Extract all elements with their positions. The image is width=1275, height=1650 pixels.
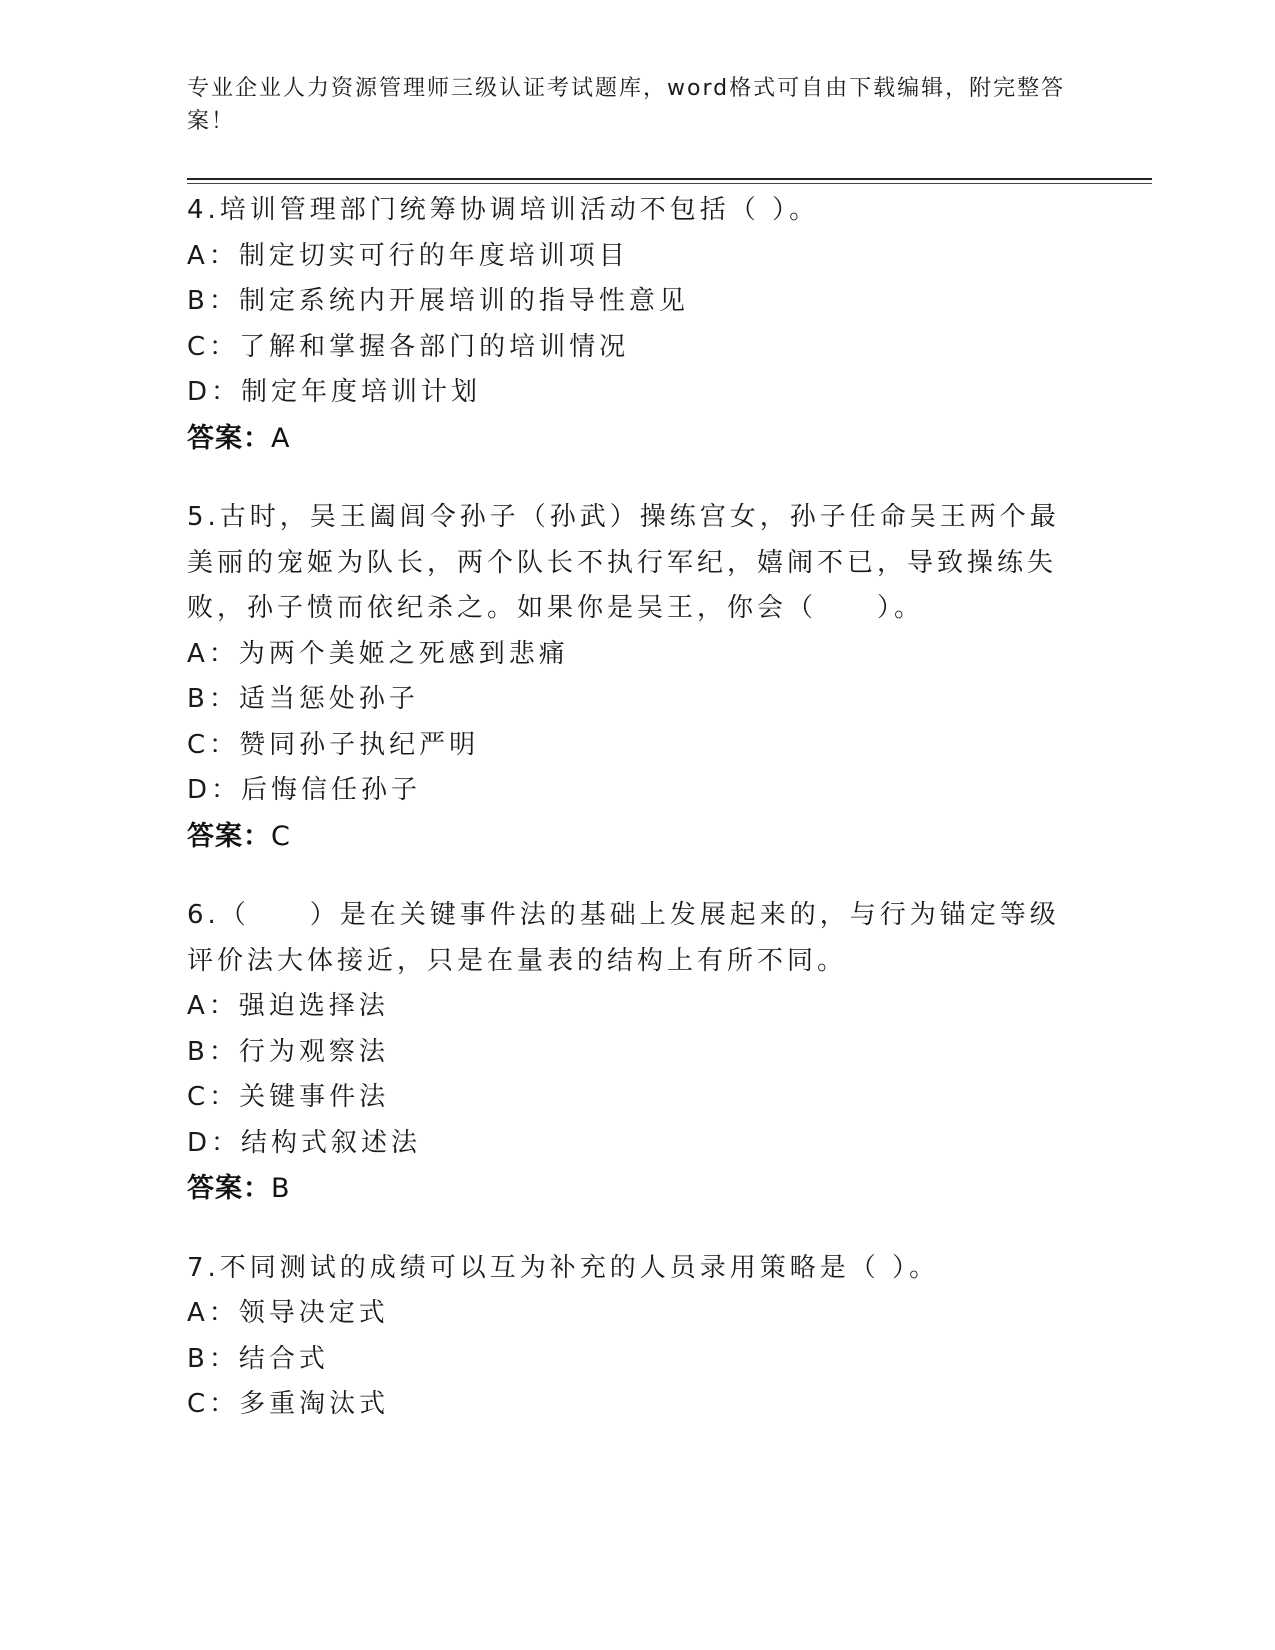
question-stem: 5.古时，吴王阖闾令孙子（孙武）操练宫女，孙子任命吴王两个最美丽的宠姬为队长，两个队长不执行军纪，嬉闹不已，导致操练失败，孙子愤而依纪杀之。如果你是吴王，你会（ ）。 bbox=[187, 502, 1060, 623]
header-divider-thick bbox=[187, 178, 1152, 180]
document-header: 专业企业人力资源管理师三级认证考试题库，word格式可自由下载编辑，附完整答案！ bbox=[187, 76, 1066, 134]
option-b: B：制定系统内开展培训的指导性意见 bbox=[187, 286, 689, 316]
option-d: D：后悔信任孙子 bbox=[187, 775, 422, 805]
question-4 bbox=[187, 188, 1067, 461]
option-a: A：为两个美姬之死感到悲痛 bbox=[187, 638, 569, 669]
answer-label: 答案： bbox=[187, 1173, 271, 1204]
option-c: C：关键事件法 bbox=[187, 1082, 390, 1112]
answer-value: B bbox=[271, 1173, 291, 1204]
question-stem: 4.培训管理部门统筹协调培训活动不包括（ ）。 bbox=[187, 195, 820, 225]
option-d: D：结构式叙述法 bbox=[187, 1127, 422, 1158]
option-a: A：制定切实可行的年度培训项目 bbox=[187, 240, 629, 271]
option-c: C：赞同孙子执纪严明 bbox=[187, 729, 480, 760]
option-a: A：领导决定式 bbox=[187, 1298, 389, 1328]
question-stem: 7.不同测试的成绩可以互为补充的人员录用策略是（ ）。 bbox=[187, 1252, 940, 1283]
answer-line bbox=[187, 416, 1067, 462]
question-list bbox=[187, 188, 1067, 1462]
option-d: D：制定年度培训计划 bbox=[187, 377, 482, 407]
option-c: C：了解和掌握各部门的培训情况 bbox=[187, 331, 630, 362]
answer-value: C bbox=[271, 820, 291, 852]
answer-line bbox=[187, 814, 1067, 860]
option-c: C：多重淘汰式 bbox=[187, 1389, 390, 1419]
question-7 bbox=[187, 1246, 1067, 1428]
option-a: A：强迫选择法 bbox=[187, 991, 389, 1021]
question-stem: 6.（ ）是在关键事件法的基础上发展起来的，与行为锚定等级评价法大体接近，只是在量表的结构上有所不同。 bbox=[187, 900, 1060, 976]
answer-label: 答案： bbox=[187, 422, 271, 454]
option-b: B：行为观察法 bbox=[187, 1036, 389, 1067]
header-divider-thin bbox=[187, 183, 1152, 184]
answer-value: A bbox=[271, 422, 291, 454]
answer-line bbox=[187, 1166, 1067, 1212]
option-b: B：适当惩处孙子 bbox=[187, 684, 419, 714]
option-b: B：结合式 bbox=[187, 1343, 329, 1374]
question-6 bbox=[187, 893, 1067, 1212]
question-5 bbox=[187, 495, 1067, 859]
answer-label: 答案： bbox=[187, 820, 271, 852]
